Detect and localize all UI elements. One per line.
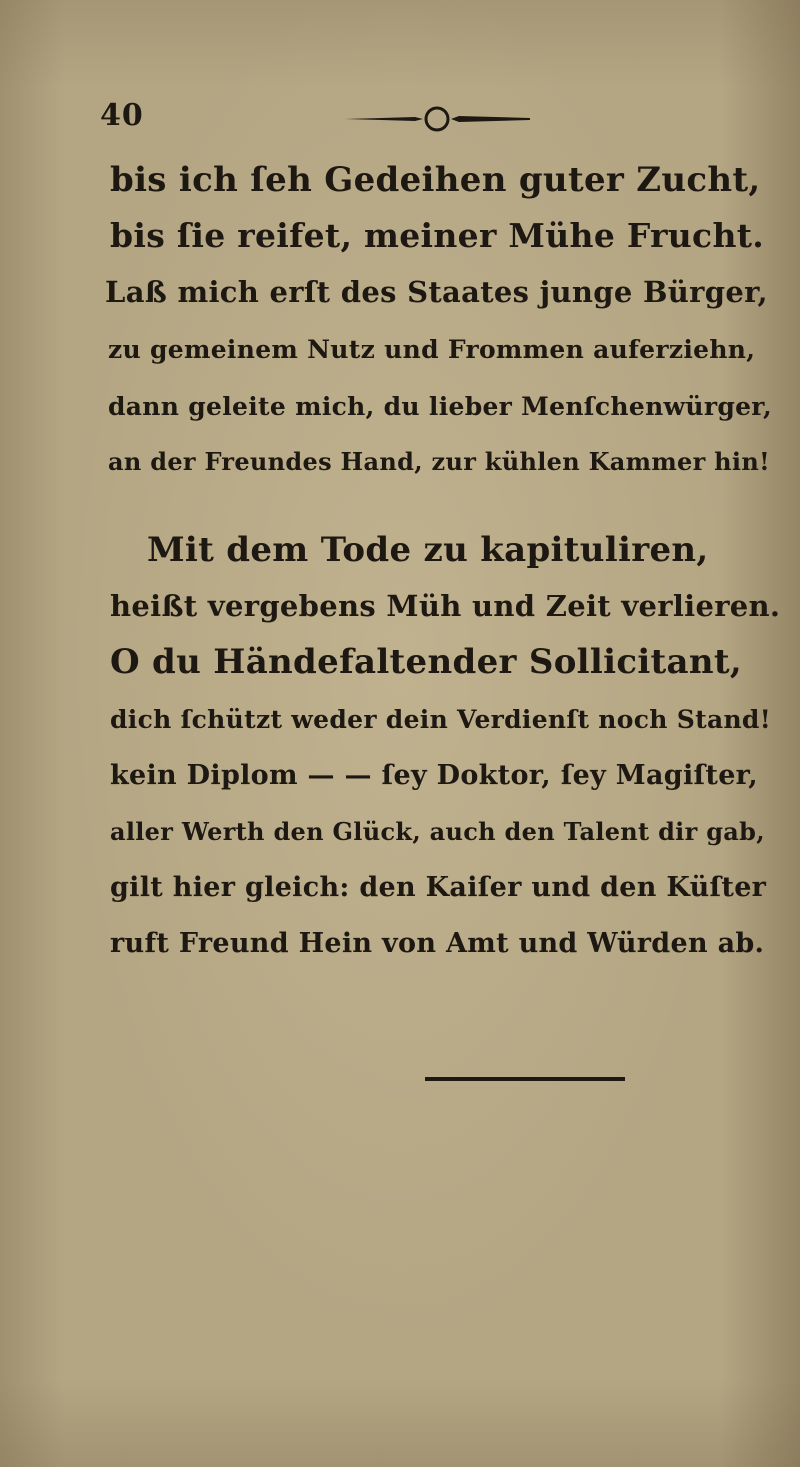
verse-line: kein Diplom — — ſey Doktor, ſey Magiſter, bbox=[110, 760, 758, 791]
verse-line: ruft Freund Hein von Amt und Würden ab. bbox=[110, 928, 765, 959]
verse-line: an der Freundes Hand, zur kühlen Kammer hin! bbox=[108, 447, 770, 476]
verse-line: Mit dem Tode zu kapituliren, bbox=[147, 530, 709, 570]
verse-line: O du Händefaltender Sollicitant, bbox=[110, 642, 743, 682]
verse-line: dann geleite mich, du lieber Menſchenwürger, bbox=[108, 392, 772, 421]
verse-line: heißt vergebens Müh und Zeit verlieren. bbox=[110, 589, 781, 623]
verse-line: zu gemeinem Nutz und Frommen auferziehn, bbox=[108, 335, 756, 364]
verse-line: gilt hier gleich: den Kaiſer und den Küſter bbox=[110, 872, 767, 903]
end-rule bbox=[425, 1075, 625, 1083]
header-ornament bbox=[345, 104, 530, 134]
verse-line: bis ſie reifet, meiner Mühe Frucht. bbox=[110, 216, 765, 255]
verse-line: bis ich ſeh Gedeihen guter Zucht, bbox=[110, 160, 761, 200]
page-number: 40 bbox=[100, 98, 144, 133]
verse-line: dich ſchützt weder dein Verdienſt noch Stand! bbox=[110, 705, 771, 734]
verse-line: Laß mich erſt des Staates junge Bürger, bbox=[105, 275, 768, 309]
verse-line: aller Werth den Glück, auch den Talent dir gab, bbox=[110, 817, 765, 846]
